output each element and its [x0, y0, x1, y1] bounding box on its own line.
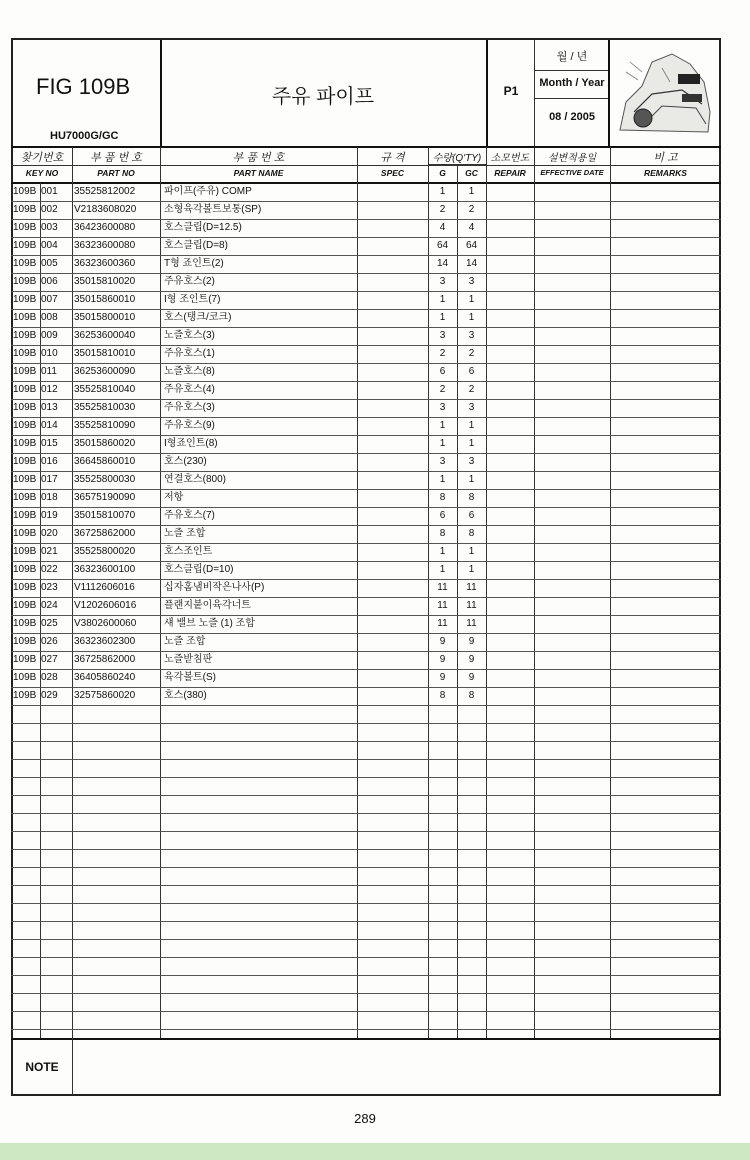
- cell-g: 3: [439, 402, 446, 413]
- cell-part-no: 35015860010: [74, 294, 136, 305]
- cell-g: 3: [439, 456, 446, 467]
- cell-fig: 109B: [13, 420, 37, 431]
- cell-g: 1: [439, 564, 446, 575]
- cell-gc: 14: [465, 258, 478, 269]
- cell-g: 2: [439, 204, 446, 215]
- col-remarks-ko: 비 고: [653, 152, 678, 164]
- cell-gc: 1: [468, 438, 475, 449]
- cell-gc: 3: [468, 402, 475, 413]
- cell-part-no: 35525800020: [74, 546, 136, 557]
- table-row: [0, 507, 721, 525]
- table-row: [0, 327, 721, 345]
- cell-g: 1: [439, 546, 446, 557]
- cell-fig: 109B: [13, 564, 37, 575]
- cell-g: 11: [437, 600, 448, 611]
- col-name-en: PART NAME: [233, 168, 284, 178]
- cell-gc: 8: [468, 690, 475, 701]
- cell-part-no: 35015810010: [74, 348, 136, 359]
- cell-part-no: 36405860240: [74, 672, 136, 683]
- cell-name: 호스(380): [164, 690, 207, 701]
- cell-key: 001: [41, 186, 58, 197]
- cell-part-no: 35525812002: [74, 186, 136, 197]
- cell-name: 주유호스(9): [164, 420, 215, 431]
- cell-fig: 109B: [13, 348, 37, 359]
- table-row: [0, 381, 721, 399]
- cell-g: 8: [439, 528, 446, 539]
- date-value: 08 / 2005: [549, 111, 595, 123]
- machine-photo-icon: [612, 42, 718, 138]
- cell-name: T형 죠인트(2): [164, 258, 224, 269]
- cell-g: 3: [439, 276, 446, 287]
- cell-g: 14: [436, 258, 449, 269]
- col-qty-gc: GC: [465, 168, 478, 178]
- cell-key: 013: [41, 402, 58, 413]
- col-eff-ko: 설변적용일: [547, 153, 597, 164]
- cell-key: 019: [41, 510, 58, 521]
- cell-name: 주유호스(7): [164, 510, 215, 521]
- cell-key: 009: [41, 330, 58, 341]
- cell-fig: 109B: [13, 654, 37, 665]
- cell-key: 014: [41, 420, 58, 431]
- col-eff-en: EFFECTIVE DATE: [540, 168, 604, 177]
- cell-name: I형죠인트(8): [164, 438, 218, 449]
- cell-g: 8: [439, 690, 446, 701]
- col-name-ko: 부 품 번 호: [232, 152, 285, 164]
- table-row: [0, 417, 721, 435]
- cell-part-no: 35525810040: [74, 384, 136, 395]
- cell-fig: 109B: [13, 582, 37, 593]
- cell-name: 주유호스(1): [164, 348, 215, 359]
- cell-g: 9: [439, 654, 446, 665]
- cell-part-no: 36725862000: [74, 528, 136, 539]
- cell-part-no: 35015810020: [74, 276, 136, 287]
- cell-key: 018: [41, 492, 58, 503]
- cell-gc: 8: [468, 528, 475, 539]
- cell-gc: 4: [468, 222, 475, 233]
- cell-g: 9: [439, 672, 446, 683]
- cell-name: 연결호스(800): [164, 474, 226, 485]
- cell-g: 2: [439, 348, 446, 359]
- cell-g: 1: [439, 474, 446, 485]
- cell-g: 1: [439, 438, 446, 449]
- date-label-en: Month / Year: [539, 77, 605, 89]
- cell-name: 소형육각볼트보통(SP): [164, 204, 262, 215]
- cell-g: 2: [439, 384, 446, 395]
- cell-name: 호스클립(D=8): [164, 240, 228, 251]
- date-label-ko: 월 / 년: [556, 51, 588, 63]
- cell-key: 008: [41, 312, 58, 323]
- cell-part-no: 36323600360: [74, 258, 136, 269]
- cell-name: 호스(탱크/코크): [164, 312, 232, 323]
- cell-key: 029: [41, 690, 58, 701]
- cell-part-no: V1202606016: [74, 600, 137, 611]
- table-row: [0, 669, 721, 687]
- table-row: [0, 345, 721, 363]
- table-row: [0, 579, 721, 597]
- cell-key: 026: [41, 636, 58, 647]
- cell-g: 1: [439, 186, 446, 197]
- cell-g: 11: [437, 618, 448, 629]
- col-partno-ko: 부 품 번 호: [90, 152, 142, 164]
- cell-gc: 1: [468, 186, 475, 197]
- table-row: [0, 651, 721, 669]
- cell-key: 022: [41, 564, 58, 575]
- col-key-ko: 찾기번호: [20, 152, 64, 164]
- cell-fig: 109B: [13, 546, 37, 557]
- cell-g: 3: [439, 330, 446, 341]
- cell-fig: 109B: [13, 330, 37, 341]
- cell-key: 011: [41, 366, 57, 377]
- cell-key: 023: [41, 582, 58, 593]
- cell-fig: 109B: [13, 222, 37, 233]
- cell-fig: 109B: [13, 438, 37, 449]
- col-remarks-en: REMARKS: [644, 168, 687, 178]
- cell-gc: 1: [468, 420, 475, 431]
- cell-gc: 1: [468, 474, 475, 485]
- col-qty-g: G: [439, 168, 446, 178]
- col-spec-en: SPEC: [380, 168, 405, 178]
- cell-gc: 1: [468, 294, 475, 305]
- cell-part-no: 36253600040: [74, 330, 136, 341]
- cell-g: 64: [436, 240, 449, 251]
- table-row: [0, 309, 721, 327]
- cell-gc: 11: [466, 618, 477, 629]
- cell-gc: 3: [468, 276, 475, 287]
- cell-part-no: 35015800010: [74, 312, 136, 323]
- table-row: [0, 255, 721, 273]
- col-qty-ko: 수량(Q'TY): [432, 153, 482, 164]
- cell-gc: 8: [468, 492, 475, 503]
- cell-key: 015: [41, 438, 58, 449]
- cell-fig: 109B: [13, 456, 37, 467]
- cell-key: 024: [41, 600, 58, 611]
- cell-gc: 1: [468, 546, 475, 557]
- cell-name: I형 조인트(7): [164, 294, 221, 305]
- cell-part-no: 36323600100: [74, 564, 136, 575]
- cell-part-no: 36725862000: [74, 654, 136, 665]
- cell-key: 020: [41, 528, 58, 539]
- cell-name: 노즐호스(3): [164, 330, 215, 341]
- cell-fig: 109B: [13, 312, 37, 323]
- cell-key: 002: [41, 204, 58, 215]
- cell-name: 주유호스(4): [164, 384, 215, 395]
- page-code: P1: [503, 84, 519, 98]
- cell-g: 1: [439, 420, 446, 431]
- cell-part-no: V3802600060: [74, 618, 137, 629]
- cell-gc: 1: [468, 312, 475, 323]
- cell-fig: 109B: [13, 510, 37, 521]
- cell-name: 호스클립(D=12.5): [164, 222, 242, 233]
- note-label: NOTE: [25, 1060, 59, 1074]
- cell-gc: 2: [468, 348, 475, 359]
- cell-name: 저항: [164, 492, 184, 503]
- table-row: [0, 471, 721, 489]
- col-repair-en: REPAIR: [494, 168, 526, 178]
- cell-fig: 109B: [13, 618, 37, 629]
- cell-key: 025: [41, 618, 58, 629]
- cell-g: 9: [439, 636, 446, 647]
- cell-g: 4: [439, 222, 446, 233]
- cell-part-no: V1112606016: [74, 582, 135, 593]
- table-row: [0, 363, 721, 381]
- cell-name: 노즐 조합: [164, 528, 206, 539]
- cell-gc: 11: [466, 600, 477, 611]
- cell-name: 노즐 조합: [164, 636, 206, 647]
- cell-key: 005: [41, 258, 58, 269]
- cell-fig: 109B: [13, 186, 37, 197]
- cell-fig: 109B: [13, 636, 37, 647]
- cell-part-no: 36323602300: [74, 636, 136, 647]
- cell-fig: 109B: [13, 366, 37, 377]
- col-partno-en: PART NO: [97, 168, 135, 178]
- cell-fig: 109B: [13, 204, 37, 215]
- cell-name: 섀 밸브 노즐 (1) 조합: [164, 618, 255, 629]
- cell-fig: 109B: [13, 474, 37, 485]
- cell-part-no: 35525800030: [74, 474, 136, 485]
- table-row: [0, 399, 721, 417]
- cell-name: 십자홈냄비작은나사(P): [164, 582, 265, 593]
- table-row: [0, 453, 721, 471]
- cell-part-no: 35015860020: [74, 438, 136, 449]
- cell-gc: 1: [468, 564, 475, 575]
- cell-part-no: V2183608020: [74, 204, 137, 215]
- cell-fig: 109B: [13, 240, 37, 251]
- table-row: [0, 615, 721, 633]
- cell-part-no: 36323600080: [74, 240, 136, 251]
- cell-name: 호스조인트: [164, 546, 213, 557]
- cell-gc: 11: [466, 582, 477, 593]
- fig-label: FIG 109B: [36, 74, 131, 99]
- cell-part-no: 36575190090: [74, 492, 136, 503]
- cell-name: 호스(230): [164, 456, 207, 467]
- col-key-en: KEY NO: [25, 168, 59, 178]
- cell-key: 028: [41, 672, 58, 683]
- cell-key: 012: [41, 384, 58, 395]
- cell-fig: 109B: [13, 402, 37, 413]
- cell-fig: 109B: [13, 492, 37, 503]
- cell-g: 1: [439, 294, 446, 305]
- cell-gc: 6: [468, 366, 475, 377]
- cell-name: 호스클립(D=10): [164, 564, 234, 575]
- table-row: [0, 183, 721, 201]
- cell-gc: 9: [468, 672, 475, 683]
- cell-name: 노즐호스(8): [164, 366, 215, 377]
- col-repair-ko: 소모번도: [490, 153, 530, 164]
- table-row: [0, 597, 721, 615]
- cell-g: 1: [439, 312, 446, 323]
- table-row: [0, 219, 721, 237]
- cell-gc: 3: [468, 330, 475, 341]
- cell-fig: 109B: [13, 672, 37, 683]
- cell-name: 주유호스(2): [164, 276, 215, 287]
- page-title: 주유 파이프: [271, 86, 375, 108]
- cell-gc: 2: [468, 204, 475, 215]
- page-number: 289: [354, 1111, 376, 1126]
- table-row: [0, 525, 721, 543]
- table-row: [0, 561, 721, 579]
- cell-key: 016: [41, 456, 58, 467]
- cell-part-no: 35525810090: [74, 420, 136, 431]
- cell-fig: 109B: [13, 528, 37, 539]
- cell-gc: 3: [468, 456, 475, 467]
- cell-g: 8: [439, 492, 446, 503]
- table-row: [0, 435, 721, 453]
- table-row: [0, 543, 721, 561]
- cell-part-no: 36645860010: [74, 456, 136, 467]
- cell-fig: 109B: [13, 600, 37, 611]
- table-row: [0, 273, 721, 291]
- cell-g: 6: [439, 510, 446, 521]
- col-spec-ko: 규 격: [380, 152, 405, 164]
- cell-name: 플랜지붙이육각너트: [164, 600, 251, 611]
- cell-fig: 109B: [13, 690, 37, 701]
- cell-key: 003: [41, 222, 58, 233]
- table-row: [0, 489, 721, 507]
- cell-name: 파이프(주유) COMP: [164, 186, 252, 197]
- cell-fig: 109B: [13, 276, 37, 287]
- cell-part-no: 35525810030: [74, 402, 136, 413]
- cell-key: 021: [41, 546, 58, 557]
- cell-part-no: 36423600080: [74, 222, 136, 233]
- cell-gc: 6: [468, 510, 475, 521]
- cell-g: 11: [437, 582, 448, 593]
- cell-fig: 109B: [13, 294, 37, 305]
- model-label: HU7000G/GC: [50, 130, 119, 142]
- cell-gc: 9: [468, 636, 475, 647]
- table-row: [0, 687, 721, 705]
- table-row: [0, 633, 721, 651]
- cell-gc: 2: [468, 384, 475, 395]
- cell-part-no: 36253600090: [74, 366, 136, 377]
- table-row: [0, 237, 721, 255]
- cell-key: 004: [41, 240, 58, 251]
- cell-fig: 109B: [13, 384, 37, 395]
- cell-key: 006: [41, 276, 58, 287]
- cell-part-no: 32575860020: [74, 690, 136, 701]
- cell-gc: 9: [468, 654, 475, 665]
- cell-name: 육각볼트(S): [164, 672, 216, 683]
- cell-key: 007: [41, 294, 58, 305]
- cell-key: 010: [41, 348, 58, 359]
- cell-g: 6: [439, 366, 446, 377]
- table-row: [0, 201, 721, 219]
- cell-part-no: 35015810070: [74, 510, 136, 521]
- footer-band: [0, 1143, 750, 1160]
- table-row: [0, 291, 721, 309]
- cell-name: 노즐받침판: [164, 654, 213, 665]
- cell-gc: 64: [465, 240, 478, 251]
- cell-name: 주유호스(3): [164, 402, 215, 413]
- cell-key: 027: [41, 654, 58, 665]
- cell-fig: 109B: [13, 258, 37, 269]
- cell-key: 017: [41, 474, 58, 485]
